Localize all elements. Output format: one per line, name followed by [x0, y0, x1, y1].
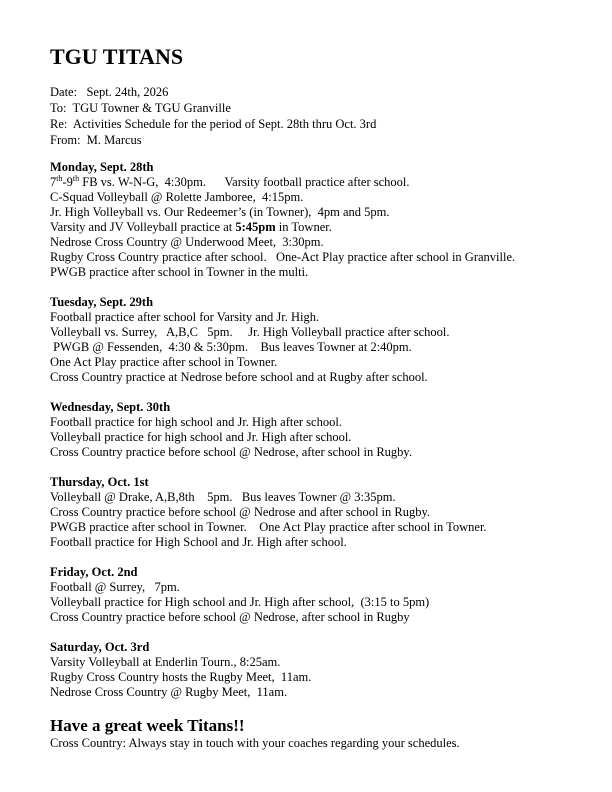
schedule-line: One Act Play practice after school in Towner.: [50, 355, 278, 369]
schedule-line: Volleyball vs. Surrey, A,B,C 5pm. Jr. High Volleyball practice after school.: [50, 325, 450, 339]
schedule-line: Jr. High Volleyball vs. Our Redeemer’s (in Towner), 4pm and 5pm.: [50, 205, 390, 219]
day-friday: [50, 565, 590, 625]
day-heading-saturday: Saturday, Oct. 3rd: [50, 640, 150, 654]
schedule-line: PWGB practice after school in Towner in the multi.: [50, 265, 309, 279]
memo-page: [50, 44, 590, 751]
schedule-line: Cross Country practice before school @ Nedrose, after school in Rugby: [50, 610, 410, 624]
schedule-line: Volleyball practice for High school and Jr. High after school, (3:15 to 5pm): [50, 595, 430, 609]
schedule-line: Nedrose Cross Country @ Underwood Meet, 3:30pm.: [50, 235, 324, 249]
day-wednesday: [50, 400, 590, 460]
day-heading-wednesday: Wednesday, Sept. 30th: [50, 400, 171, 414]
day-saturday: [50, 640, 590, 700]
schedule-line: Volleyball @ Drake, A,B,8th 5pm. Bus leaves Towner @ 3:35pm.: [50, 490, 396, 504]
schedule-line: PWGB @ Fessenden, 4:30 & 5:30pm. Bus leaves Towner at 2:40pm.: [50, 340, 412, 354]
memo-header: [50, 84, 590, 148]
schedule-line: Football practice for high school and Jr. High after school.: [50, 415, 342, 429]
grade-start-sup: th: [56, 173, 63, 183]
bold-time: 5:45pm: [235, 220, 276, 234]
schedule-line: Nedrose Cross Country @ Rugby Meet, 11am.: [50, 685, 288, 699]
schedule-line: PWGB practice after school in Towner. One Act Play practice after school in Towner.: [50, 520, 487, 534]
day-heading-friday: Friday, Oct. 2nd: [50, 565, 138, 579]
schedule-line: Rugby Cross Country hosts the Rugby Meet, 11am.: [50, 670, 312, 684]
schedule-line: [50, 220, 590, 235]
line-after: in Towner.: [275, 220, 332, 234]
schedule-line: Football practice for High School and Jr. High after school.: [50, 535, 347, 549]
memo-to: To: TGU Towner & TGU Granville: [50, 101, 231, 115]
schedule-line: Football @ Surrey, 7pm.: [50, 580, 180, 594]
day-heading-thursday: Thursday, Oct. 1st: [50, 475, 149, 489]
memo-from: From: M. Marcus: [50, 133, 142, 147]
schedule-line: Football practice after school for Varsity and Jr. High.: [50, 310, 320, 324]
grade-dash: -9: [62, 175, 73, 189]
memo-re: Re: Activities Schedule for the period of Sept. 28th thru Oct. 3rd: [50, 117, 377, 131]
day-tuesday: [50, 295, 590, 385]
schedule-line: Cross Country practice before school @ Nedrose and after school in Rugby.: [50, 505, 431, 519]
day-heading-monday: Monday, Sept. 28th: [50, 160, 154, 174]
line-rest: FB vs. W-N-G, 4:30pm. Varsity football practice after school.: [79, 175, 410, 189]
memo-date: Date: Sept. 24th, 2026: [50, 85, 169, 99]
schedule-line: Varsity Volleyball at Enderlin Tourn., 8:25am.: [50, 655, 281, 669]
line-before: Varsity and JV Volleyball practice at: [50, 220, 236, 234]
day-monday: [50, 160, 590, 280]
schedule-line: Volleyball practice for high school and Jr. High after school.: [50, 430, 352, 444]
closing-note: Cross Country: Always stay in touch with your coaches regarding your schedules.: [50, 736, 460, 750]
day-thursday: [50, 475, 590, 550]
schedule-line: [50, 175, 590, 190]
schedule-line: C-Squad Volleyball @ Rolette Jamboree, 4:15pm.: [50, 190, 304, 204]
schedule-line: Cross Country practice before school @ Nedrose, after school in Rugby.: [50, 445, 412, 459]
page-title: TGU TITANS: [50, 44, 184, 69]
closing-heading: Have a great week Titans!!: [50, 716, 245, 735]
grade-start: 7: [50, 175, 57, 189]
day-heading-tuesday: Tuesday, Sept. 29th: [50, 295, 154, 309]
schedule-line: Cross Country practice at Nedrose before school and at Rugby after school.: [50, 370, 428, 384]
schedule-line: Rugby Cross Country practice after school. One-Act Play practice after school in Granville.: [50, 250, 516, 264]
grade-end-sup: th: [72, 173, 80, 183]
